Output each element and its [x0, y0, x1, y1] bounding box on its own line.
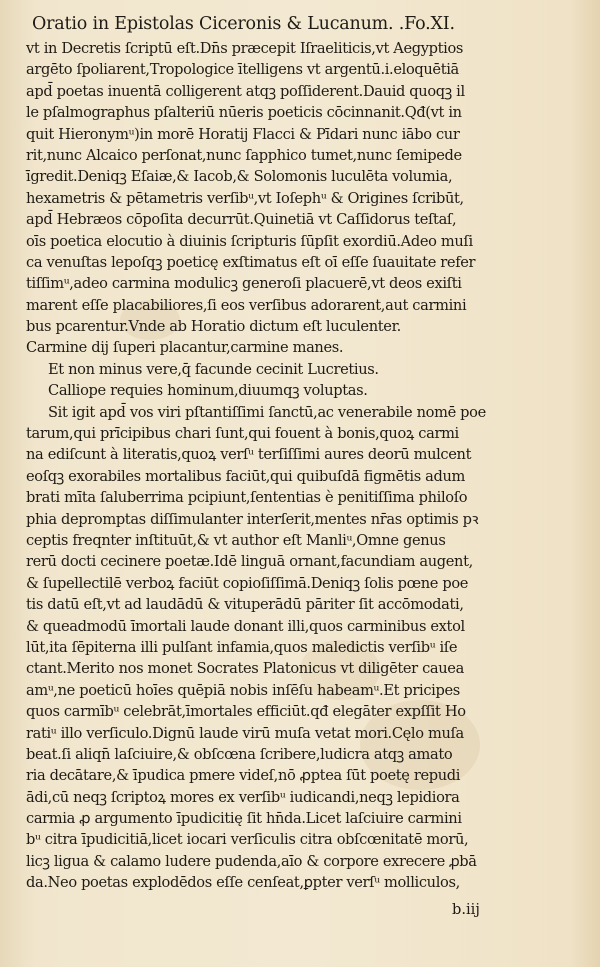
text-line: ctant.Merito nos monet Socrates Platonicus vt diligēter cauea — [26, 660, 464, 678]
text-line: lūt,ita ſēpiterna illi pulſant infamia,quos maledictis verſibᵘ iſe — [26, 638, 458, 656]
text-line: tis datū eſt,vt ad laudādū & vituperādū pāriter ſit accōmodati, — [26, 596, 464, 614]
text-line: quos carmībᵘ celebrāt,īmortales efficiūt.qđ elegāter expſſit Ho — [26, 703, 466, 721]
text-line: argēto ſpoliarent,Tropologice ītelligens vt argentū.i.eloquētiā — [26, 61, 459, 79]
text-line: ria decātare,& īpudica pmere videſ,nō ꝓptea ſūt poetę repudi — [26, 767, 461, 785]
text-line: beat.ſi aliqn̄ laſciuire,& obſcœna ſcribere,ludicra atqꝫ amato — [26, 745, 453, 763]
text-line: brati mīta ſaluberrima pcipiunt,ſententias è penitiſſima philoſo — [26, 489, 468, 507]
text-line: Carmine dij ſuperi placantur,carmine manes. — [26, 339, 344, 357]
body-text — [26, 38, 586, 894]
text-line: le pſalmographus pſalteriū nūeris poeticis cōcinnanit.Qđ(vt in — [26, 104, 462, 122]
text-line: carmia ꝓ argumento īpudicitię ſit hn̄da.Licet laſciuire carmini — [26, 810, 462, 828]
text-line: amᵘ,ne poeticū hoīes quēpiā nobis inſēſu habeamᵘ.Et pricipes — [26, 681, 460, 699]
page-text — [26, 12, 586, 894]
text-line: licꝫ ligua & calamo ludere pudenda,aīo & corpore exrecere ꝓbā — [26, 852, 477, 870]
text-line: apd̄ poetas inuentā colligerent atqꝫ poſſiderent.Dauid quoqꝫ il — [26, 82, 465, 100]
text-line: bus pcarentur.Vnde ab Horatio dictum eſt luculenter. — [26, 318, 401, 336]
text-line: rit,nunc Alcaico perſonat,nunc ſapphico tumet,nunc ſemipede — [26, 146, 462, 164]
text-line: ādi,cū neqꝫ ſcriptoꝝ mores ex verſibᵘ iudicandi,neqꝫ lepidiora — [26, 788, 460, 806]
signature-mark: b.iij — [452, 901, 480, 918]
text-line: quit Hieronymᵘ)in morē Horatij Flacci & Pīdari nunc iābo cur — [26, 125, 460, 143]
text-line: īgredit.Deniqꝫ Eſaiæ,& Iacob,& Solomonis luculēta volumia, — [26, 168, 453, 186]
text-line: oīs poetica elocutio à diuinis ſcripturis ſūpſit exordiū.Adeo muſi — [26, 232, 473, 250]
text-line: eoſqꝫ exorabiles mortalibus faciūt,qui quibuſdā figmētis adum — [26, 467, 466, 485]
text-line: hexametris & pētametris verſibᵘ,vt Ioſephᵘ & Origines ſcribūt, — [26, 189, 464, 207]
text-line: Calliope requies hominum,diuumqꝫ voluptas. — [48, 382, 368, 400]
text-line: ratiᵘ illo verſiculo.Dignū laude virū muſa vetat mori.Cęlo muſa — [26, 724, 464, 742]
text-line: & queadmodū īmortali laude donant illi,quos carminibus extol — [26, 617, 465, 635]
running-header: Oratio in Epistolas Ciceronis & Lucanum. .Fo.XI. — [32, 14, 455, 34]
text-line: marent eſſe placabiliores,ſi eos verſibus adorarent,aut carmini — [26, 296, 467, 314]
text-line: tiſſimᵘ,adeo carmina modulicꝫ generoſi placuerē,vt deos exiſti — [26, 275, 462, 293]
text-line: rerū docti cecinere poetæ.Idē linguā ornant,facundiam augent, — [26, 553, 473, 571]
text-line: phia depromptas diſſimulanter interſerit,mentes nr̄as optimis pꝛ — [26, 510, 479, 528]
text-line: na ediſcunt à literatis,quoꝝ verſᵘ terſiſſimi aures deorū mulcent — [26, 446, 472, 464]
text-line: & ſupellectilē verboꝝ faciūt copioſiſſimā.Deniqꝫ ſolis pœne poe — [26, 574, 469, 592]
text-line: ceptis freqnter inſtituūt,& vt author eſt Manliᵘ,Omne genus — [26, 531, 446, 549]
text-line: da.Neo poetas explodēdos eſſe cenſeat,ꝑpter verſᵘ molliculos, — [26, 874, 460, 892]
text-line: tarum,qui prīcipibus chari ſunt,qui fouent à bonis,quoꝝ carmi — [26, 425, 459, 443]
text-line: bᵘ citra īpudicitiā,licet iocari verſiculis citra obſcœnitatē morū, — [26, 831, 469, 849]
text-line: Et non minus vere,q̄ facunde cecinit Lucretius. — [48, 360, 379, 378]
text-line: Sit igit apd̄ vos viri pſtantiſſimi ſanctū,ac venerabile nomē poe — [48, 403, 486, 421]
text-line: ca venuſtas lepoſqꝫ poeticę exſtimatus eſt oī eſſe ſuauitate refer — [26, 253, 476, 271]
text-line: vt in Decretis ſcriptū eſt.Dn̄s præcepit Iſraeliticis,vt Aegyptios — [26, 40, 464, 57]
text-line: apd̄ Hebræos cōpoſita decurrūt.Quinetiā vt Caſſidorus teſtaſ, — [26, 211, 457, 229]
